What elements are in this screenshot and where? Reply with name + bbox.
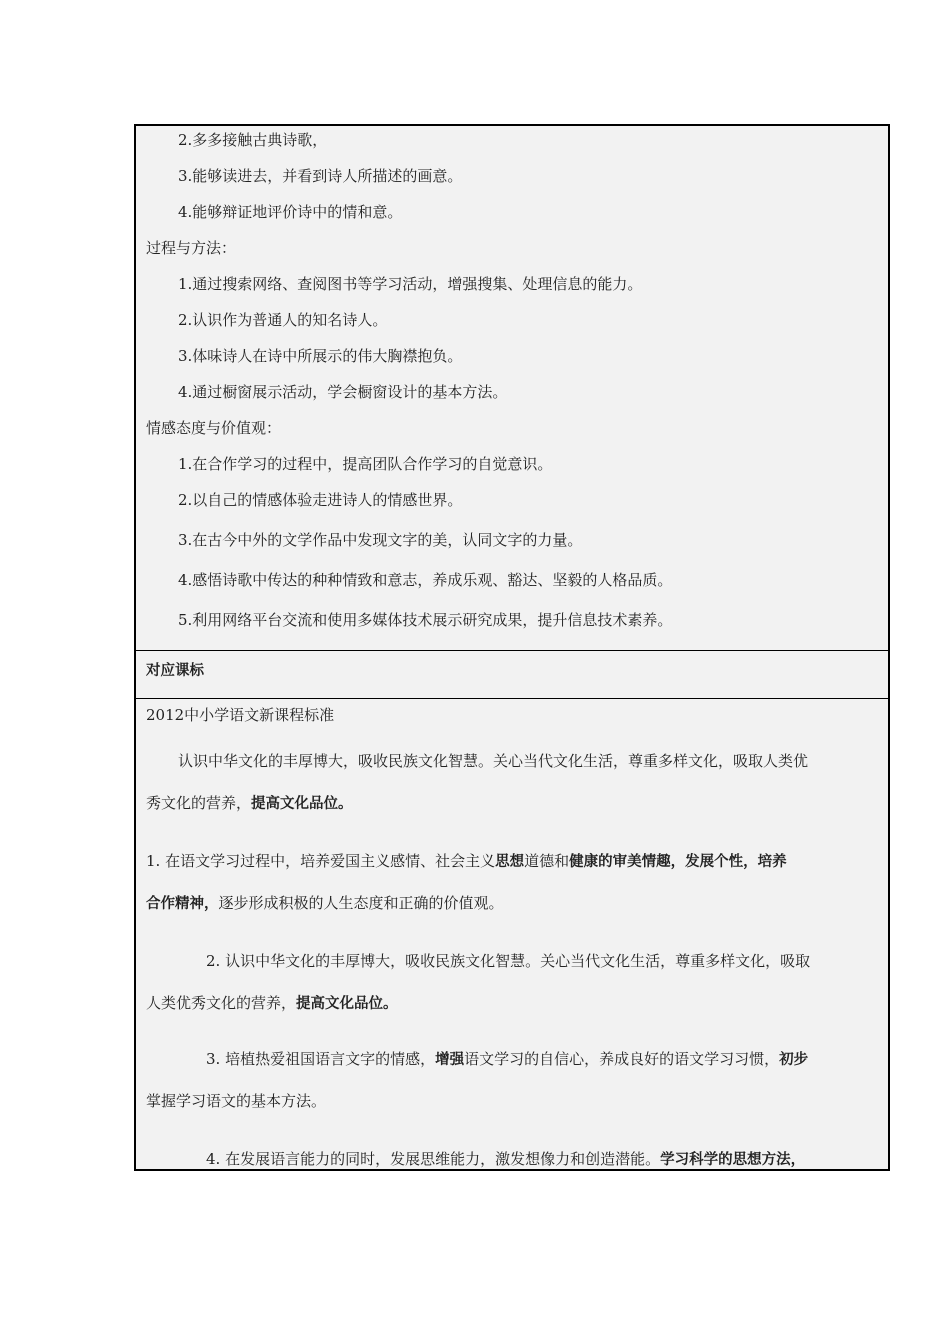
intro-paragraph-line: 秀文化的营养，提高文化品位。 [146, 794, 353, 812]
standard-item-1-cont: 合作精神，逐步形成积极的人生态度和正确的价值观。 [146, 894, 504, 912]
knowledge-item: 3.能够读进去，并看到诗人所描述的画意。 [178, 167, 463, 185]
emotion-item: 4.感悟诗歌中传达的种种情致和意志，养成乐观、豁达、坚毅的人格品质。 [178, 571, 673, 589]
standard-item-3: 3. 培植热爱祖国语言文字的情感，增强语文学习的自信心，养成良好的语文学习习惯，初步 [206, 1050, 809, 1068]
standards-content-cell [136, 699, 888, 1169]
standard-item-2-cont: 人类优秀文化的营养，提高文化品位。 [146, 994, 398, 1012]
knowledge-item: 4.能够辩证地评价诗中的情和意。 [178, 203, 403, 221]
objectives-cell [136, 126, 888, 651]
process-item: 2.认识作为普通人的知名诗人。 [178, 311, 388, 329]
standard-item-2: 2. 认识中华文化的丰厚博大，吸收民族文化智慧。关心当代文化生活，尊重多样文化，吸取 [206, 952, 811, 970]
standard-item-4: 4. 在发展语言能力的同时，发展思维能力，激发想像力和创造潜能。学习科学的思想方法， [206, 1150, 806, 1168]
emotion-item: 3.在古今中外的文学作品中发现文字的美，认同文字的力量。 [178, 531, 583, 549]
process-item: 4.通过橱窗展示活动，学会橱窗设计的基本方法。 [178, 383, 508, 401]
process-heading: 过程与方法： [146, 239, 237, 257]
section-title: 对应课标 [146, 663, 204, 679]
standard-title: 2012中小学语文新课程标准 [146, 706, 335, 724]
standards-header-cell [136, 651, 888, 699]
emotion-item: 5.利用网络平台交流和使用多媒体技术展示研究成果，提升信息技术素养。 [178, 611, 673, 629]
emotion-item: 1.在合作学习的过程中，提高团队合作学习的自觉意识。 [178, 455, 553, 473]
standard-item-1: 1. 在语文学习过程中，培养爱国主义感情、社会主义思想道德和健康的审美情趣，发展个性，培养 [146, 852, 787, 870]
document-table [134, 124, 890, 1171]
emotion-item: 2.以自己的情感体验走进诗人的情感世界。 [178, 491, 463, 509]
knowledge-item: 2.多多接触古典诗歌， [178, 131, 328, 149]
standard-item-3-cont: 掌握学习语文的基本方法。 [146, 1092, 327, 1110]
process-item: 3.体味诗人在诗中所展示的伟大胸襟抱负。 [178, 347, 463, 365]
process-item: 1.通过搜索网络、查阅图书等学习活动，增强搜集、处理信息的能力。 [178, 275, 643, 293]
emotion-heading: 情感态度与价值观： [146, 419, 282, 437]
intro-paragraph-line: 认识中华文化的丰厚博大，吸收民族文化智慧。关心当代文化生活，尊重多样文化，吸取人类优 [178, 752, 809, 770]
